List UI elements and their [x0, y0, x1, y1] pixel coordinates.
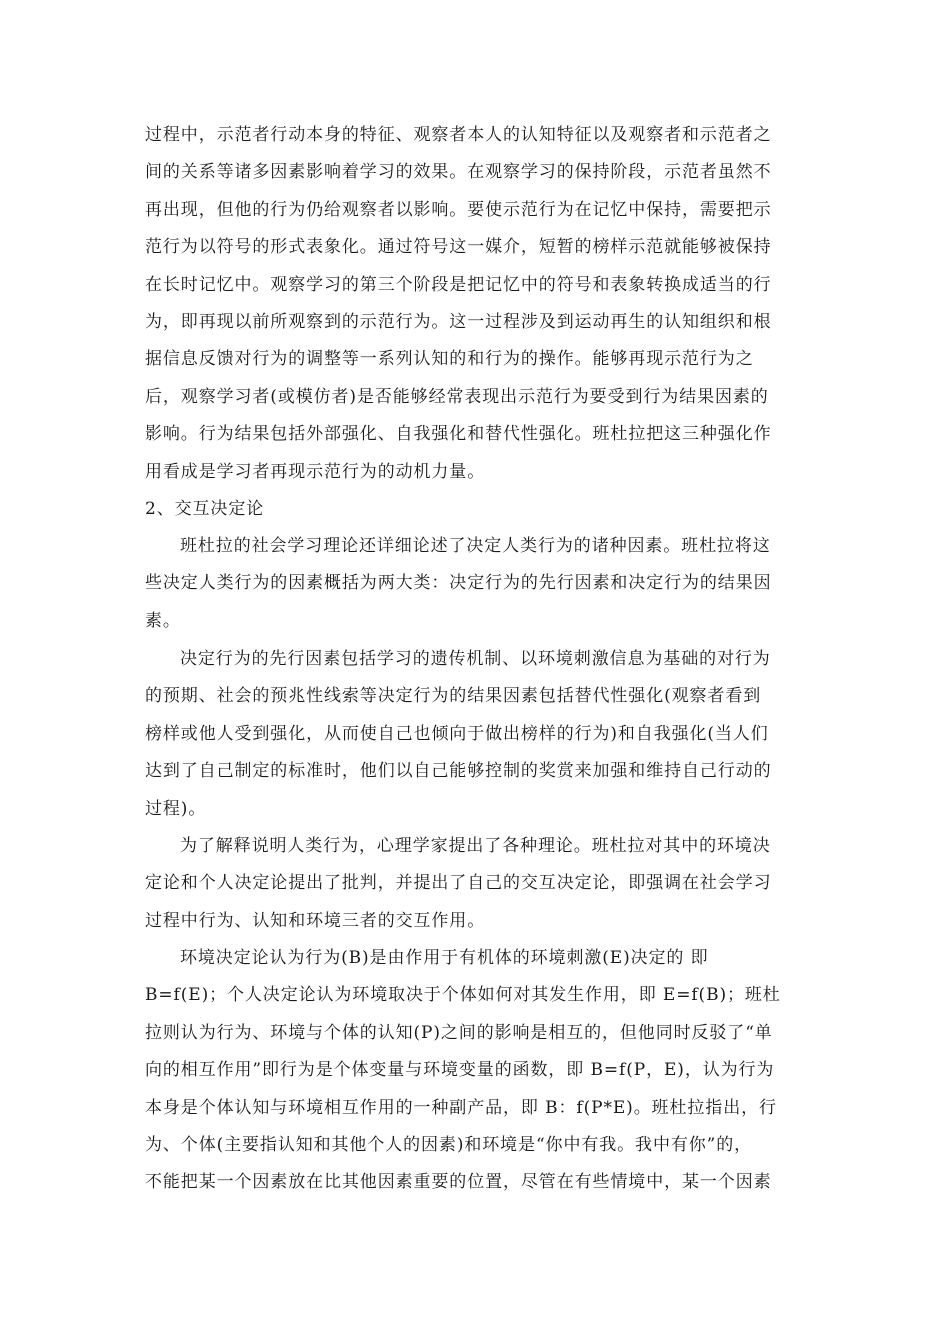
text-line: 为、个体(主要指认知和其他个人的因素)和环境是“你中有我。我中有你”的， — [145, 1134, 753, 1155]
text-line: 过程中行为、认知和环境三者的交互作用。 — [145, 910, 486, 931]
text-line: 的预期、社会的预兆性线索等决定行为的结果因素包括替代性强化(观察者看到 — [145, 686, 762, 707]
text-line: 达到了自己制定的标准时，他们以自己能够控制的奖赏来加强和维持自己行动的 — [145, 761, 772, 782]
text-line: 本身是个体认知与环境相互作用的一种副产品，即 B：f(P*E)。班杜拉指出，行 — [145, 1097, 777, 1118]
text-line: 后，观察学习者(或模仿者)是否能够经常表现出示范行为要受到行为结果因素的 — [145, 386, 769, 407]
text-line: 为了解释说明人类行为，心理学家提出了各种理论。班杜拉对其中的环境决 — [180, 836, 771, 856]
text-line: 不能把某一个因素放在比其他因素重要的位置，尽管在有些情境中，某一个因素 — [145, 1172, 772, 1193]
text-line: 环境决定论认为行为(B)是由作用于有机体的环境刺激(E)决定的 即 — [180, 948, 709, 968]
text-line: 范行为以符号的形式表象化。通过符号这一媒介，短暂的榜样示范就能够被保持 — [145, 237, 772, 258]
section-heading — [145, 491, 813, 528]
text-line: 间的关系等诸多因素影响着学习的效果。在观察学习的保持阶段，示范者虽然不 — [145, 162, 772, 183]
text-line: 过程中，示范者行动本身的特征、观察者本人的认知特征以及观察者和示范者之 — [145, 125, 772, 145]
text-line: 再出现，但他的行为仍给观察者以影响。要使示范行为在记忆中保持，需要把示 — [145, 199, 772, 220]
text-line: 为，即再现以前所观察到的示范行为。这一过程涉及到运动再生的认知组织和根 — [145, 311, 772, 332]
paragraph-3 — [145, 828, 813, 940]
paragraph-1 — [145, 528, 813, 640]
paragraph-4 — [145, 940, 813, 1202]
text-line: 定论和个人决定论提出了批判，并提出了自己的交互决定论，即强调在社会学习 — [145, 873, 772, 894]
paragraph-2 — [145, 641, 813, 828]
text-line: 在长时记忆中。观察学习的第三个阶段是把记忆中的符号和表象转换成适当的行 — [145, 274, 772, 295]
text-line: 影响。行为结果包括外部强化、自我强化和替代性强化。班杜拉把这三种强化作 — [145, 424, 772, 445]
text-line: 榜样或他人受到强化，从而使自己也倾向于做出榜样的行为)和自我强化(当人们 — [145, 723, 769, 744]
text-line: 拉则认为行为、环境与个体的认知(P)之间的影响是相互的，但他同时反驳了“单 — [145, 1022, 773, 1043]
text-line: 用看成是学习者再现示范行为的动机力量。 — [145, 461, 486, 482]
text-line: 向的相互作用”即行为是个体变量与环境变量的函数，即 B=f(P，E)，认为行为 — [145, 1060, 775, 1081]
paragraph-continuation — [145, 117, 813, 491]
text-line: 素。 — [145, 610, 181, 631]
section-heading-text: 2、交互决定论 — [145, 499, 265, 519]
text-line: 过程)。 — [145, 798, 207, 819]
text-line: B=f(E)；个人决定论认为环境取决于个体如何对其发生作用，即 E=f(B)；班杜 — [145, 985, 781, 1006]
text-line: 班杜拉的社会学习理论还详细论述了决定人类行为的诸种因素。班杜拉将这 — [180, 536, 771, 556]
text-line: 些决定人类行为的因素概括为两大类：决定行为的先行因素和决定行为的结果因 — [145, 573, 772, 594]
text-line: 据信息反馈对行为的调整等一系列认知的和行为的操作。能够再现示范行为之 — [145, 349, 754, 370]
text-line: 决定行为的先行因素包括学习的遗传机制、以环境刺激信息为基础的对行为 — [180, 649, 771, 669]
